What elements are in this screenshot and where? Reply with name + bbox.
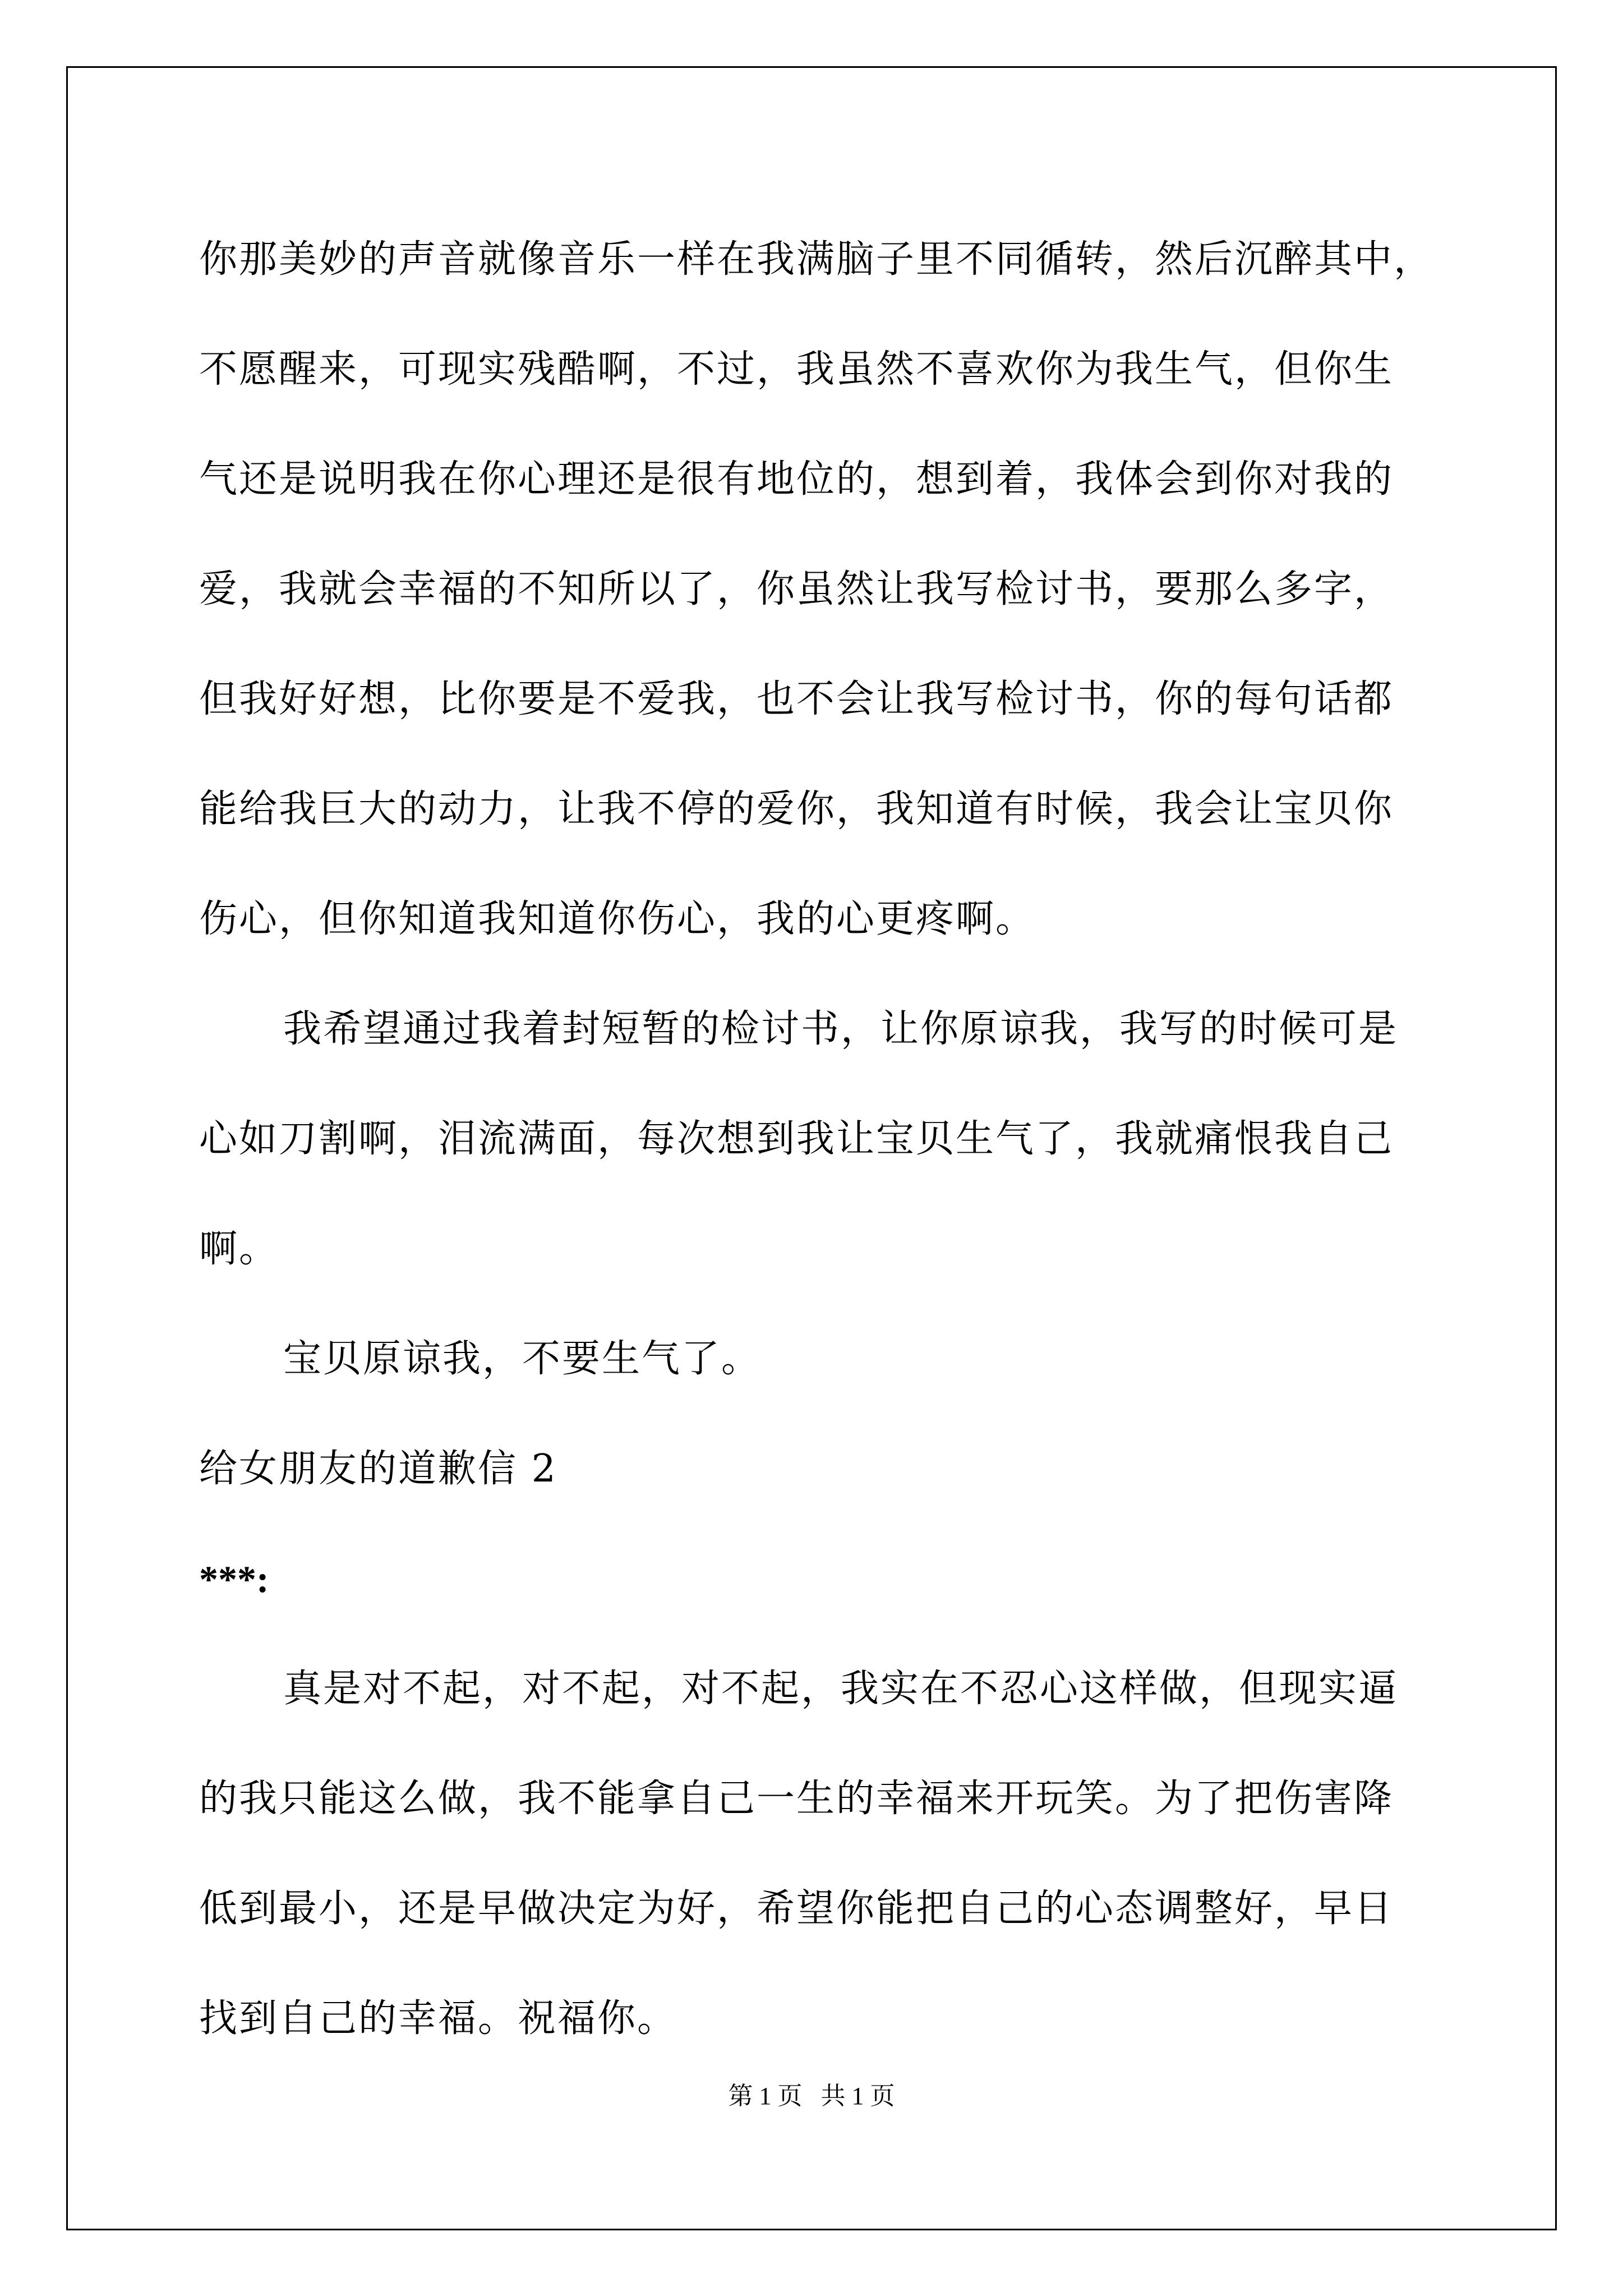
salutation: ***: bbox=[199, 1558, 269, 1600]
text-line: 你那美妙的声音就像音乐一样在我满脑子里不同循转，然后沉醉其中， bbox=[199, 237, 1434, 282]
text-line: 爱，我就会幸福的不知所以了，你虽然让我写检讨书，要那么多字， bbox=[199, 567, 1394, 611]
paragraph-3 bbox=[199, 1304, 1433, 1414]
text-line: 啊。 bbox=[199, 1227, 279, 1271]
document-body bbox=[199, 205, 1433, 2074]
text-line: 真是对不起，对不起，对不起，我实在不忍心这样做，但现实逼 bbox=[283, 1667, 1399, 1711]
section-heading: 给女朋友的道歉信 2 bbox=[199, 1447, 557, 1491]
text-line: 气还是说明我在你心理还是很有地位的，想到着，我体会到你对我的 bbox=[199, 457, 1394, 501]
paragraph-4 bbox=[199, 1634, 1433, 2074]
text-line: 宝贝原谅我，不要生气了。 bbox=[283, 1337, 762, 1381]
text-line: 我希望通过我着封短暂的检讨书，让你原谅我，我写的时候可是 bbox=[283, 1007, 1399, 1051]
paragraph-2 bbox=[199, 974, 1433, 1304]
page-footer: 第 1 页 共 1 页 bbox=[728, 2082, 895, 2110]
text-line: 但我好好想，比你要是不爱我，也不会让我写检讨书，你的每句话都 bbox=[199, 677, 1394, 721]
text-line: 找到自己的幸福。祝福你。 bbox=[199, 1996, 677, 2041]
text-line: 心如刀割啊，泪流满面，每次想到我让宝贝生气了，我就痛恨我自己 bbox=[199, 1117, 1394, 1161]
text-line: 能给我巨大的动力，让我不停的爱你，我知道有时候，我会让宝贝你 bbox=[199, 787, 1394, 831]
text-line: 的我只能这么做，我不能拿自己一生的幸福来开玩笑。为了把伤害降 bbox=[199, 1777, 1394, 1821]
text-line: 低到最小，还是早做决定为好，希望你能把自己的心态调整好，早日 bbox=[199, 1887, 1394, 1931]
text-line: 不愿醒来，可现实残酷啊，不过，我虽然不喜欢你为我生气，但你生 bbox=[199, 347, 1394, 392]
paragraph-1 bbox=[199, 205, 1433, 974]
text-line: 伤心，但你知道我知道你伤心，我的心更疼啊。 bbox=[199, 897, 1036, 941]
